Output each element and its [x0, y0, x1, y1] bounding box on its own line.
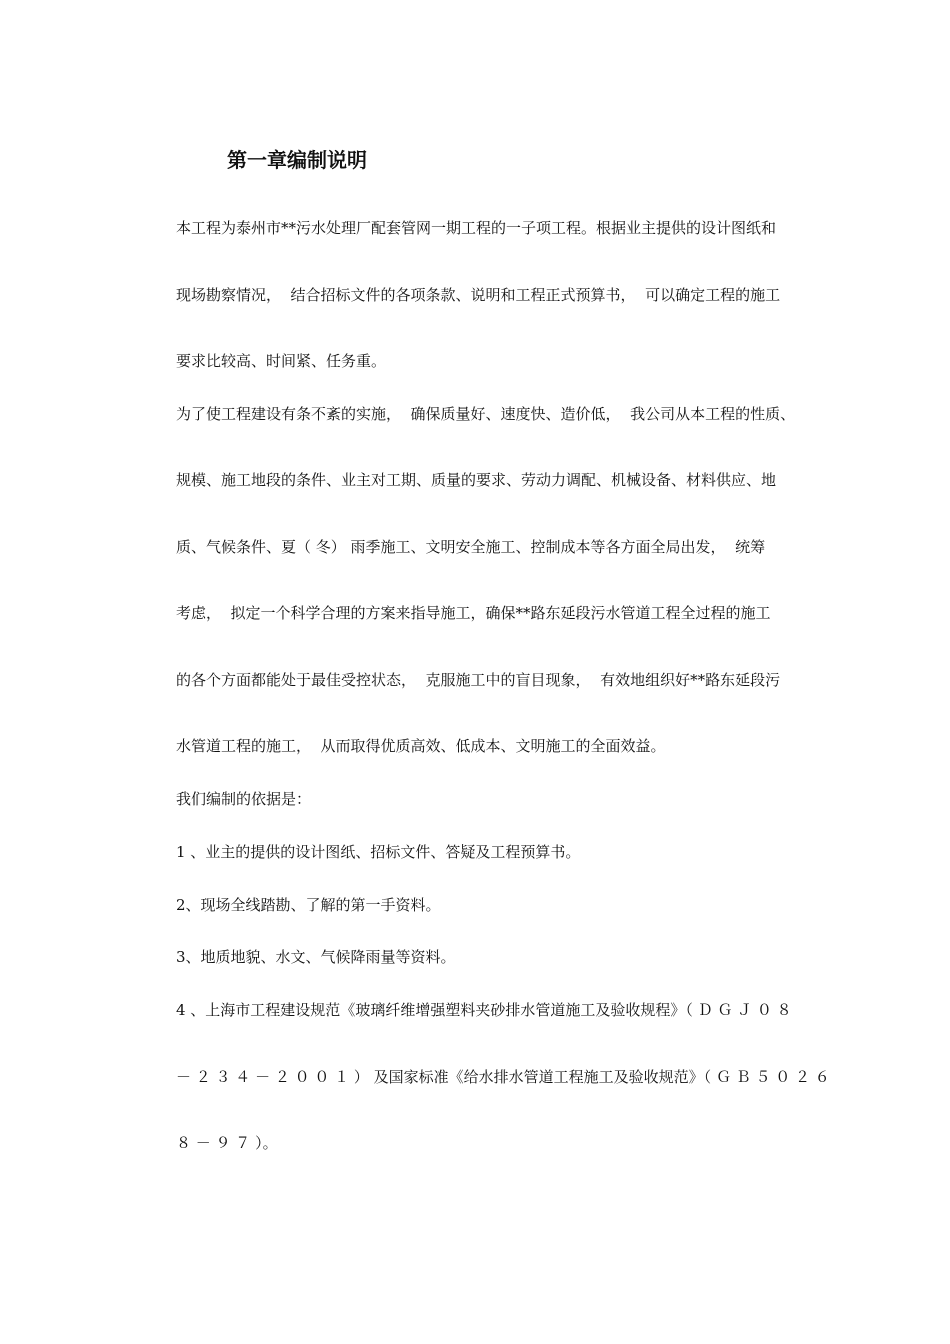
list-item-continuation: － ２ ３ ４ － ２ ０ ０ １ ） 及国家标准《给水排水管道工程施工及验收规范》（ Ｇ Ｂ ５ ０ ２ ６ [176, 1068, 830, 1086]
paragraph-line: 考虑， 拟定一个科学合理的方案来指导施工，确保**路东延段污水管道工程全过程的施工 [176, 604, 771, 622]
list-item: 3、地质地貌、水文、气候降雨量等资料。 [176, 948, 456, 966]
paragraph-line: 规模、施工地段的条件、业主对工期、质量的要求、劳动力调配、机械设备、材料供应、地 [176, 471, 777, 489]
chapter-title: 第一章编制说明 [227, 148, 367, 172]
paragraph-line: 为了使工程建设有条不紊的实施， 确保质量好、速度快、造价低， 我公司从本工程的性质、 [176, 405, 796, 423]
list-item: 2、现场全线踏勘、了解的第一手资料。 [176, 896, 441, 914]
paragraph-line: 本工程为泰州市**污水处理厂配套管网一期工程的一子项工程。根据业主提供的设计图纸和 [176, 219, 777, 237]
paragraph-line: 的各个方面都能处于最佳受控状态， 克服施工中的盲目现象， 有效地组织好**路东延段污 [176, 671, 781, 689]
paragraph-line: 质、气候条件、夏（ 冬） 雨季施工、文明安全施工、控制成本等各方面全局出发， 统筹 [176, 538, 766, 556]
list-item: 4 、上海市工程建设规范《玻璃纤维增强塑料夹砂排水管道施工及验收规程》（ Ｄ Ｇ Ｊ ０ ８ [176, 1001, 792, 1019]
paragraph-line: 水管道工程的施工， 从而取得优质高效、低成本、文明施工的全面效益。 [176, 737, 666, 755]
paragraph-line: 要求比较高、时间紧、任务重。 [176, 352, 387, 370]
list-item-continuation: ８ － ９ ７ ）。 [176, 1134, 278, 1152]
paragraph-line: 现场勘察情况， 结合招标文件的各项条款、说明和工程正式预算书， 可以确定工程的施工 [176, 286, 781, 304]
paragraph-line: 我们编制的依据是： [176, 790, 312, 808]
list-item: 1 、业主的提供的设计图纸、招标文件、答疑及工程预算书。 [176, 843, 581, 861]
